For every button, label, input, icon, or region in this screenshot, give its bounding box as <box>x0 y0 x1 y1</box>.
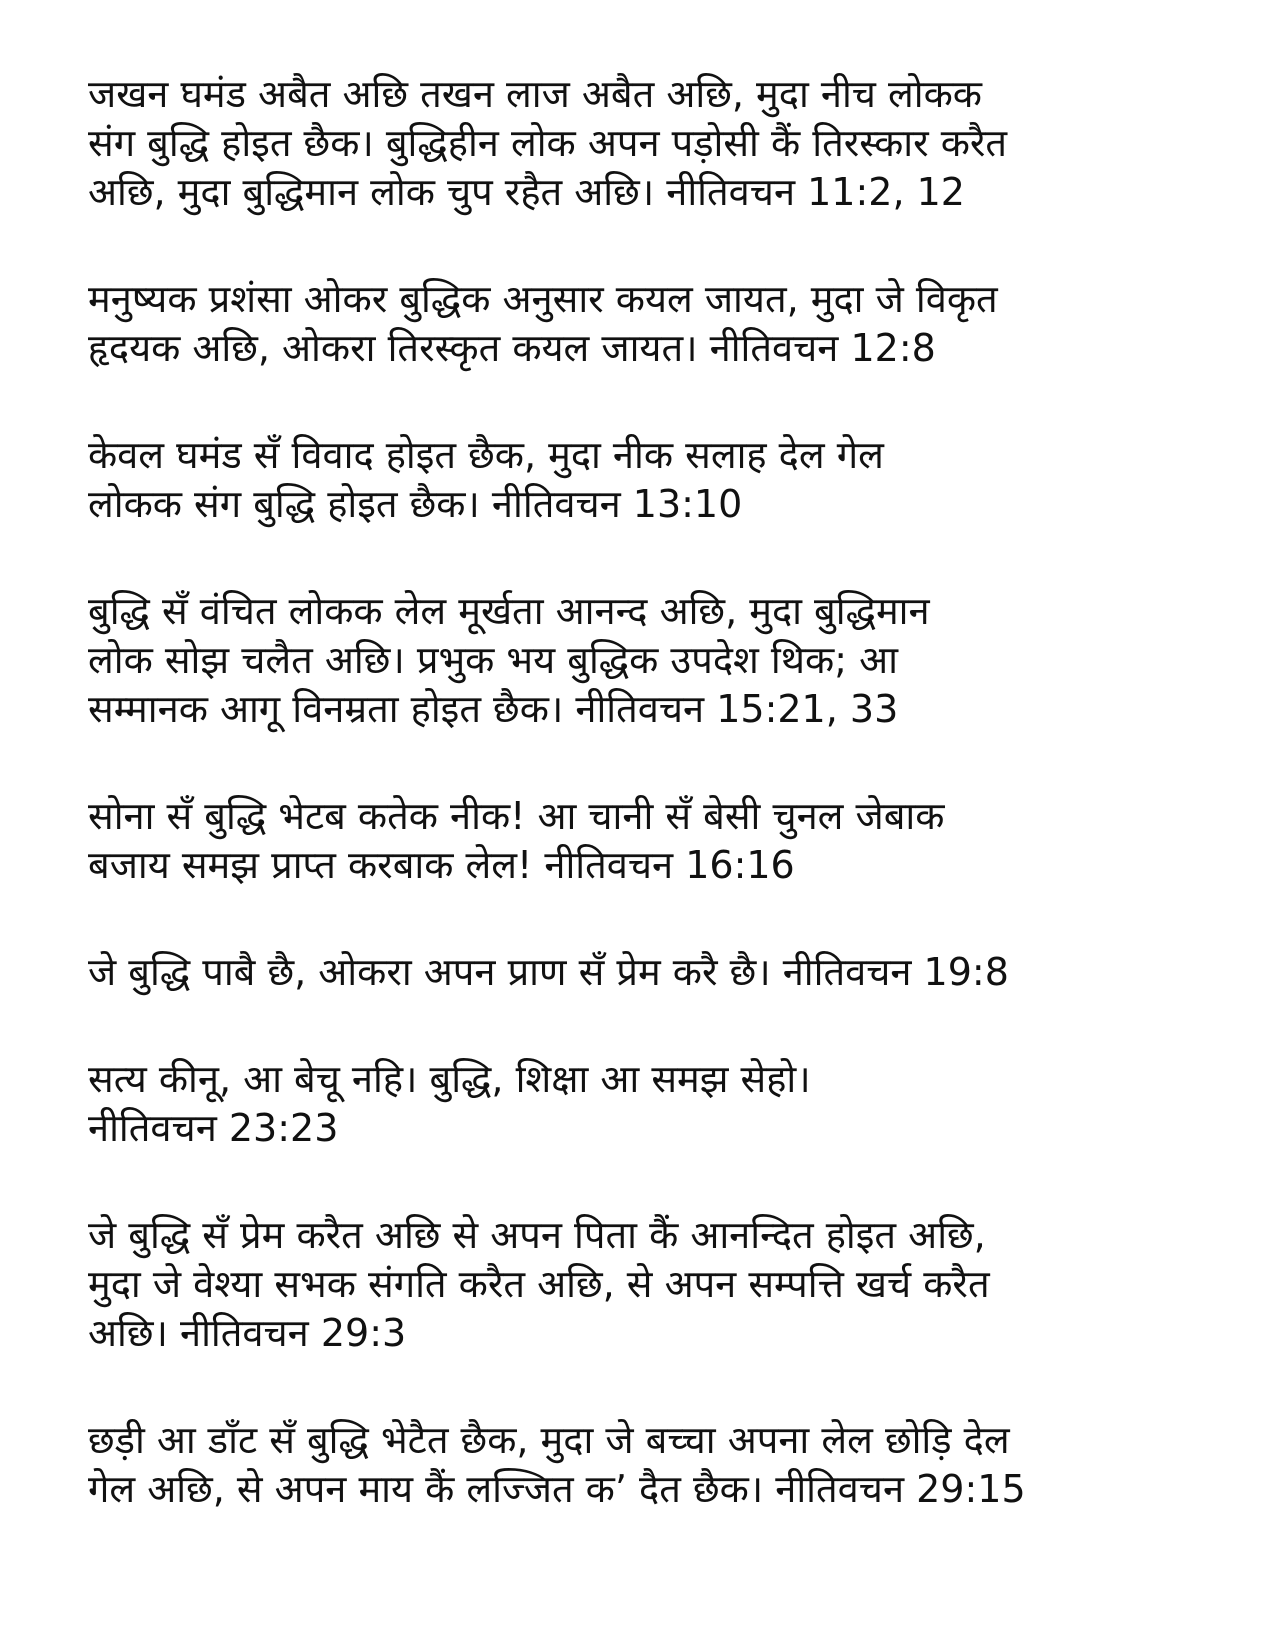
verse-line: संग बुद्धि होइत छैक। बुद्धिहीन लोक अपन पड़ोसी कैं तिरस्कार करैत <box>88 121 1008 165</box>
verse-paragraph <box>88 1416 1208 1514</box>
verse-line: लोकक संग बुद्धि होइत छैक। नीतिवचन 13:10 <box>88 482 743 526</box>
verse-paragraph <box>88 792 1208 890</box>
verse-line: लोक सोझ चलैत अछि। प्रभुक भय बुद्धिक उपदेश थिक; आ <box>88 638 898 682</box>
verse-line: सत्य कीनू, आ बेचू नहि। बुद्धि, शिक्षा आ समझ सेहो। <box>88 1057 811 1101</box>
verse-line: जे बुद्धि सँ प्रेम करैत अछि से अपन पिता कैं आनन्दित होइत अछि, <box>88 1213 986 1257</box>
verse-line: बजाय समझ प्राप्त करबाक लेल! नीतिवचन 16:16 <box>88 843 795 887</box>
verse-line: गेल अछि, से अपन माय कैं लज्जित क’ दैत छैक। नीतिवचन 29:15 <box>88 1467 1026 1511</box>
verse-line: सम्मानक आगू विनम्रता होइत छैक। नीतिवचन 15:21, 33 <box>88 687 899 731</box>
verse-paragraph <box>88 948 1208 997</box>
verse-paragraph <box>88 587 1208 734</box>
verse-paragraph <box>88 275 1208 373</box>
verse-line: मुदा जे वेश्या सभक संगति करैत अछि, से अपन सम्पत्ति खर्च करैत <box>88 1262 990 1306</box>
verse-paragraph <box>88 70 1208 217</box>
verse-line: जे बुद्धि पाबै छै, ओकरा अपन प्राण सँ प्रेम करै छै। नीतिवचन 19:8 <box>88 950 1009 994</box>
verse-paragraph <box>88 1211 1208 1358</box>
verse-line: छड़ी आ डाँट सँ बुद्धि भेटैत छैक, मुदा जे बच्चा अपना लेल छोड़ि देल <box>88 1418 1010 1462</box>
document-page <box>88 70 1208 1514</box>
verse-line: अछि। नीतिवचन 29:3 <box>88 1311 407 1355</box>
verse-paragraph <box>88 1055 1208 1153</box>
verse-line: हृदयक अछि, ओकरा तिरस्कृत कयल जायत। नीतिवचन 12:8 <box>88 326 936 370</box>
verse-paragraph <box>88 431 1208 529</box>
verse-line: मनुष्यक प्रशंसा ओकर बुद्धिक अनुसार कयल जायत, मुदा जे विकृत <box>88 277 998 321</box>
verse-line: केवल घमंड सँ विवाद होइत छैक, मुदा नीक सलाह देल गेल <box>88 433 884 477</box>
verse-line: जखन घमंड अबैत अछि तखन लाज अबैत अछि, मुदा नीच लोकक <box>88 72 982 116</box>
verse-line: नीतिवचन 23:23 <box>88 1106 339 1150</box>
verse-line: बुद्धि सँ वंचित लोकक लेल मूर्खता आनन्द अछि, मुदा बुद्धिमान <box>88 589 930 633</box>
verse-line: सोना सँ बुद्धि भेटब कतेक नीक! आ चानी सँ बेसी चुनल जेबाक <box>88 794 945 838</box>
verse-line: अछि, मुदा बुद्धिमान लोक चुप रहैत अछि। नीतिवचन 11:2, 12 <box>88 170 965 214</box>
